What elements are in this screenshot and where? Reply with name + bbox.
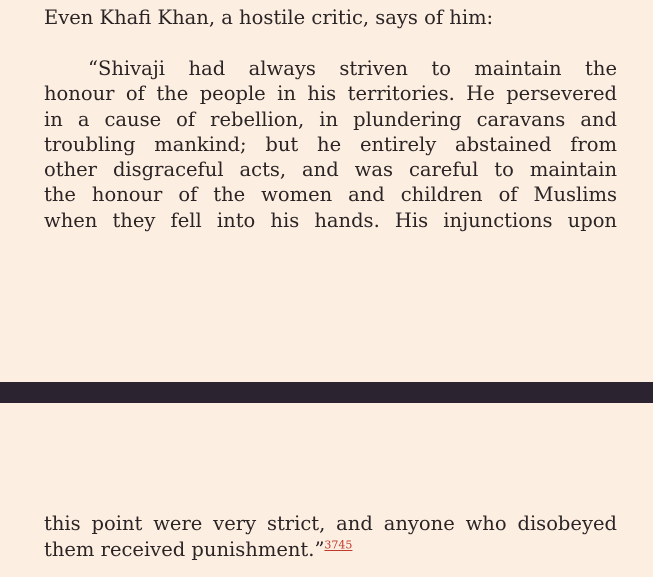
quote-paragraph [44, 56, 617, 233]
continuation-text: them received punishment.” [44, 538, 325, 561]
continuation-line-last [44, 537, 617, 563]
continuation-paragraph [44, 511, 617, 563]
quote-line: honour of the people in his territories. He persevered [44, 82, 617, 106]
continuation-line: this point were very strict, and anyone who disobeyed [44, 512, 617, 535]
quote-line: the honour of the women and children of Muslims [44, 183, 617, 207]
quote-line: when they fell into his hands. His injunctions upon [44, 208, 617, 232]
quote-line: other disgraceful acts, and was careful to maintain [44, 158, 617, 182]
quote-line: “Shivaji had always striven to maintain the [88, 57, 617, 80]
page-divider [0, 382, 653, 403]
footnote-link[interactable]: 3745 [324, 538, 353, 552]
quote-line: troubling mankind; but he entirely abstained from [44, 132, 617, 156]
quote-line: in a cause of rebellion, in plundering caravans and [44, 107, 617, 131]
intro-paragraph: Even Khafi Khan, a hostile critic, says of him: [44, 6, 494, 29]
